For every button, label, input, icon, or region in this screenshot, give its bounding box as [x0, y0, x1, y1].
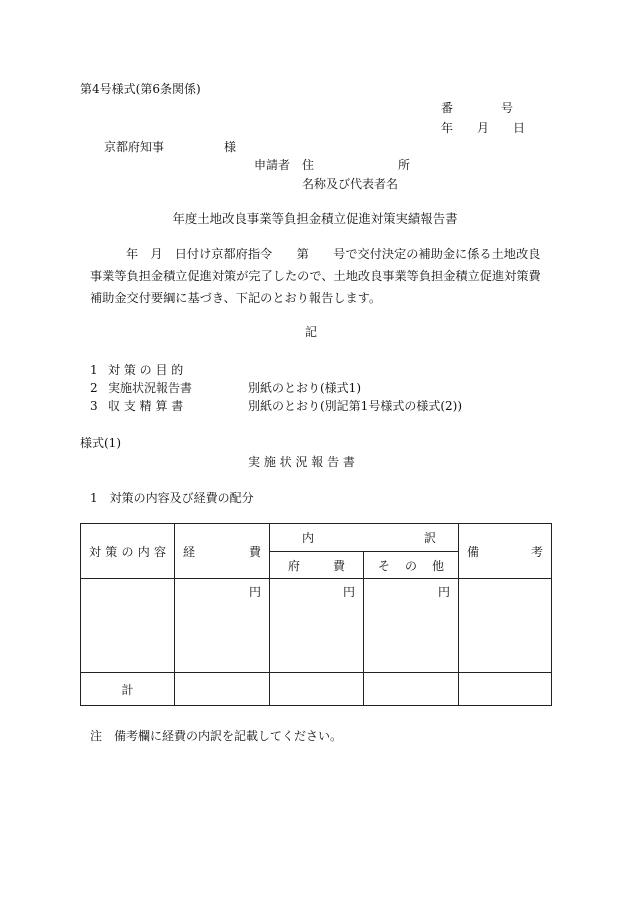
table-row [81, 579, 552, 673]
expense-table [80, 523, 552, 706]
item-2-number: 2 [90, 381, 98, 395]
applicant-address-label: 申請者 住 所 [254, 158, 411, 172]
form1-title: 実 施 状 況 報 告 書 [248, 455, 355, 469]
header-prefecture-cost: 府 費 [270, 552, 364, 579]
item-2-value: 別紙のとおり(様式1) [248, 381, 361, 395]
footnote: 注 備考欄に経費の内訳を記載してください。 [90, 729, 343, 743]
applicant-name-label: 名称及び代表者名 [302, 177, 399, 191]
cell-cost-yen: 円 [175, 579, 270, 673]
addressee: 京都府知事 様 [104, 140, 237, 154]
header-other: そ の 他 [364, 552, 459, 579]
section-heading: 1 対策の内容及び経費の配分 [90, 491, 254, 505]
header-content: 対 策 の 内 容 [81, 524, 175, 579]
total-remarks [459, 673, 552, 706]
total-prefecture [270, 673, 364, 706]
date-label: 年 月 日 [441, 121, 526, 135]
header-breakdown: 内 訳 [270, 524, 459, 552]
total-label: 計 [81, 673, 175, 706]
body-paragraph: 年 月 日付け京都府指令 第 号で交付決定の補助金に係る土地改良事業等負担金積立促進対策が完了したので、土地改良事業等負担金積立促進対策費補助金交付要綱に基づき、下記のとおり報告します。 [90, 247, 541, 305]
ki-heading: 記 [305, 325, 318, 339]
item-3-value: 別紙のとおり(別記第1号様式の様式(2)) [248, 399, 462, 413]
form-number: 第4号様式(第6条関係) [80, 82, 201, 96]
item-3-label: 収 支 精 算 書 [108, 399, 184, 413]
item-3-number: 3 [90, 399, 98, 413]
document-title: 年度土地改良事業等負担金積立促進対策実績報告書 [172, 211, 458, 226]
cell-other-yen: 円 [364, 579, 459, 673]
header-remarks: 備 考 [459, 524, 552, 579]
header-cost: 経 費 [175, 524, 270, 579]
total-other [364, 673, 459, 706]
total-cost [175, 673, 270, 706]
cell-content [81, 579, 175, 673]
total-row [81, 673, 552, 706]
cell-prefecture-yen: 円 [270, 579, 364, 673]
form1-label: 様式(1) [80, 436, 121, 450]
document-number-label: 番 号 [441, 101, 514, 115]
cell-remarks [459, 579, 552, 673]
item-1-number: 1 [90, 363, 98, 377]
item-1-label: 対 策 の 目 的 [108, 363, 184, 377]
item-2-label: 実施状況報告書 [108, 381, 193, 395]
